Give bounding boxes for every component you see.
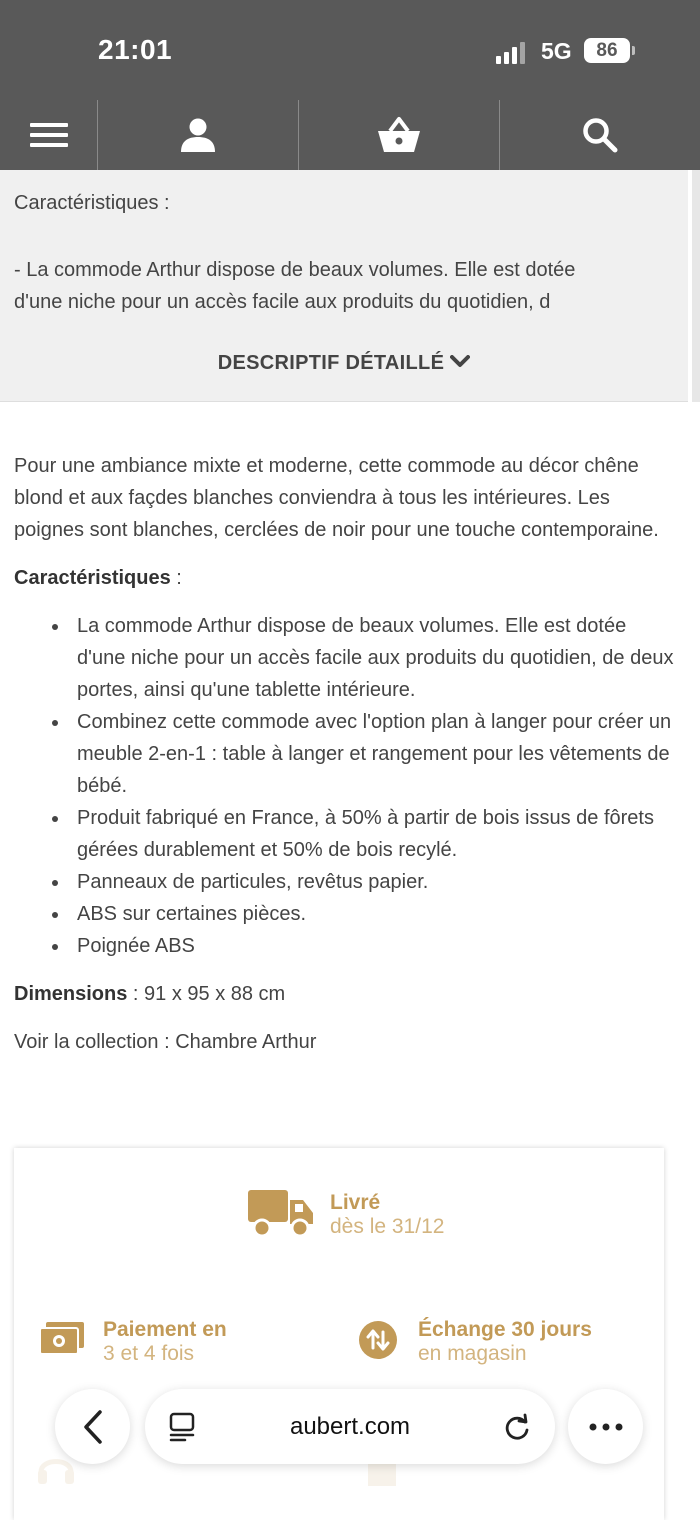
network-type: 5G	[541, 38, 572, 64]
more-options-button[interactable]	[568, 1389, 643, 1464]
delivery-title: Livré	[330, 1191, 381, 1214]
chevron-down-icon	[450, 355, 470, 369]
menu-button[interactable]	[0, 100, 97, 170]
search-button[interactable]	[500, 100, 700, 170]
chevron-left-icon	[82, 1410, 104, 1444]
summary-excerpt-line: - La commode Arthur dispose de beaux volumes. Elle est dotée	[14, 259, 576, 281]
summary-excerpt	[14, 254, 674, 318]
top-nav-bar	[0, 100, 700, 170]
battery-indicator: 86	[584, 38, 630, 63]
exchange-title: Échange 30 jours	[418, 1318, 592, 1341]
list-item: Produit fabriqué en France, à 50% à partir de bois issus de fôrets gérées durablement et 50% de bois recylé.	[14, 802, 674, 866]
browser-back-button[interactable]	[55, 1389, 130, 1464]
list-item: ABS sur certaines pièces.	[14, 898, 674, 930]
list-item: La commode Arthur dispose de beaux volumes. Elle est dotée d'une niche pour un accès facile aux produits du quotidien, de deux portes, ainsi qu'une tablette intérieure.	[14, 610, 674, 706]
collection-link[interactable]: Voir la collection : Chambre Arthur	[14, 1031, 317, 1053]
reload-icon[interactable]	[503, 1412, 531, 1442]
battery-tip	[632, 46, 635, 55]
menu-icon	[30, 121, 68, 149]
status-time: 21:01	[98, 34, 173, 65]
account-icon	[180, 117, 216, 153]
product-description	[14, 450, 674, 1074]
delivery-truck-icon	[248, 1188, 314, 1238]
signal-strength-icon	[496, 42, 526, 64]
account-button[interactable]	[98, 100, 298, 170]
exchange-icon	[358, 1320, 398, 1360]
list-item: Combinez cette commode avec l'option plan à langer pour créer un meuble 2-en-1 : table à langer et rangement pour les vêtements de bébé.	[14, 706, 674, 802]
url-text: aubert.com	[289, 1413, 411, 1440]
features-label: Caractéristiques	[14, 567, 171, 589]
features-list	[14, 610, 674, 962]
summary-excerpt-line: d'une niche pour un accès facile aux produits du quotidien, d	[14, 291, 551, 313]
payment-terms: 3 et 4 fois	[103, 1342, 195, 1365]
list-item: Panneaux de particules, revêtus papier.	[14, 866, 674, 898]
delivery-date: dès le 31/12	[330, 1215, 445, 1238]
dimensions-label: Dimensions	[14, 983, 128, 1005]
scrollbar[interactable]	[692, 170, 700, 402]
payment-title: Paiement en	[103, 1318, 227, 1341]
toggle-label: DESCRIPTIF DÉTAILLÉ	[217, 352, 445, 374]
basket-button[interactable]	[299, 100, 499, 170]
dimensions-line	[14, 978, 674, 1010]
address-bar[interactable]	[145, 1389, 555, 1464]
exchange-info	[418, 1318, 592, 1366]
status-bar	[0, 0, 700, 100]
dimensions-value: : 91 x 95 x 88 cm	[127, 983, 286, 1005]
detailed-description-toggle[interactable]	[0, 352, 688, 375]
services-box	[14, 1148, 664, 1520]
summary-title: Caractéristiques :	[14, 192, 170, 214]
basket-icon	[377, 116, 421, 154]
description-intro: Pour une ambiance mixte et moderne, cette commode au décor chêne blond et aux façdes blanches conviendra à tous les intérieures. Les poignes sont blanches, cerclées de noir pour une touche contemporaine.	[14, 455, 659, 541]
payment-info	[103, 1318, 227, 1366]
description-summary-panel	[0, 170, 688, 402]
features-heading	[14, 562, 674, 594]
delivery-info	[330, 1191, 444, 1239]
search-icon	[582, 117, 618, 153]
more-dots-icon	[589, 1423, 623, 1431]
list-item: Poignée ABS	[14, 930, 674, 962]
exchange-location: en magasin	[418, 1342, 527, 1365]
payment-icon	[40, 1320, 86, 1356]
features-separator: :	[170, 567, 182, 589]
